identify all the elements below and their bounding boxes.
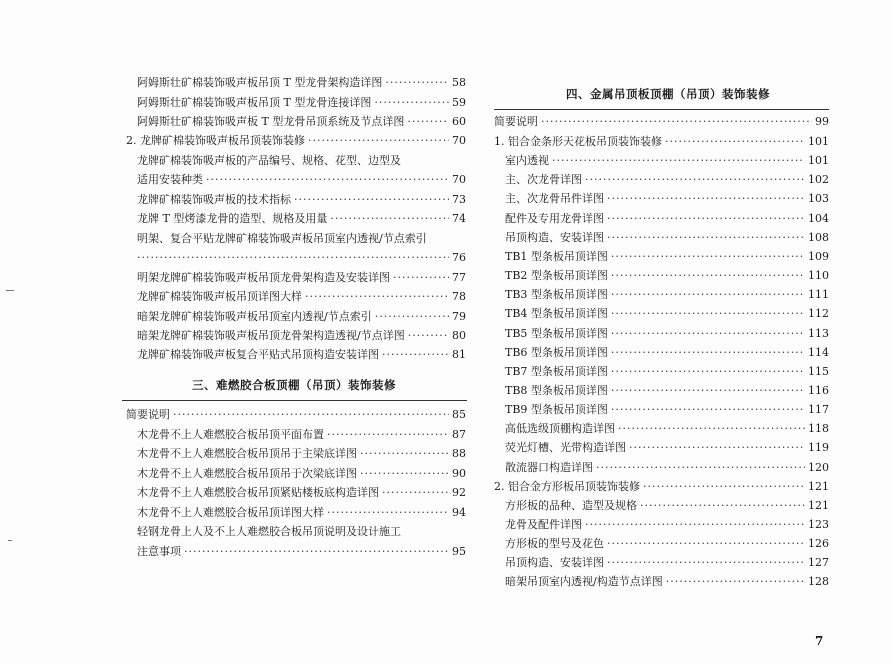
leader-dots <box>607 537 805 551</box>
leader-dots <box>308 134 449 148</box>
leader-dots <box>375 310 449 324</box>
leader-dots <box>607 212 805 226</box>
toc-entry-page: 117 <box>808 403 829 416</box>
toc-entry-page: 74 <box>452 212 466 225</box>
toc-entry-title: 高低选级顶棚构造详图 <box>505 422 615 435</box>
toc-entry-title: 1. 铝合金条形天花板吊顶装饰装修 <box>494 135 662 148</box>
scan-artifact <box>8 540 12 541</box>
toc-entry <box>137 506 466 520</box>
page-number: 7 <box>815 634 824 648</box>
toc-entry-page: 126 <box>808 537 829 550</box>
leader-dots <box>382 486 449 500</box>
toc-entry-page: 109 <box>808 250 829 263</box>
leader-dots <box>327 428 449 442</box>
toc-entry <box>505 518 829 532</box>
toc-entry-title: 荧光灯槽、光带构造详图 <box>505 441 626 454</box>
toc-entry-title: 阿姆斯壮矿棉装饰吸声板吊顶 T 型龙骨架构造详图 <box>137 76 383 89</box>
toc-entry-title: TB6 型条板吊顶详图 <box>505 346 608 359</box>
toc-entry-title: 简要说明 <box>494 115 538 128</box>
toc-entry-page: 104 <box>808 212 829 225</box>
toc-entry-page: 127 <box>808 556 829 569</box>
leader-dots <box>596 461 805 475</box>
toc-entry-page: 79 <box>452 310 466 323</box>
toc-entry <box>505 269 829 283</box>
toc-entry <box>505 384 829 398</box>
toc-entry-title: 木龙骨不上人难燃胶合板吊顶吊于主梁底详图 <box>137 447 357 460</box>
leader-dots <box>607 556 805 570</box>
toc-entry <box>137 76 466 90</box>
toc-entry-page: 110 <box>808 269 829 282</box>
toc-entry-page: 70 <box>452 134 466 147</box>
toc-entry <box>505 346 829 360</box>
toc-entry <box>137 467 466 481</box>
leader-dots <box>385 76 449 90</box>
toc-entry-page: 70 <box>452 173 466 186</box>
toc-entry <box>137 193 466 207</box>
toc-entry <box>505 173 829 187</box>
toc-entry <box>126 408 466 422</box>
leader-dots <box>611 327 805 341</box>
leader-dots <box>618 422 805 436</box>
toc-entry-title: 阿姆斯壮矿棉装饰吸声板 T 型龙骨吊顶系统及节点详图 <box>137 115 405 128</box>
toc-entry-page: 123 <box>808 518 829 531</box>
toc-entry <box>505 537 829 551</box>
toc-entry-title-line1: 龙牌矿棉装饰吸声板的产品编号、规格、花型、边型及 <box>137 154 401 167</box>
toc-entry-title: 注意事项 <box>137 545 181 558</box>
leader-dots <box>629 441 805 455</box>
toc-entry-title: 木龙骨不上人难燃胶合板吊顶紧贴楼板底构造详图 <box>137 486 379 499</box>
toc-entry-page: 121 <box>808 499 829 512</box>
leader-dots <box>184 545 449 559</box>
leader-dots <box>611 365 805 379</box>
toc-entry <box>505 307 829 321</box>
toc-entry-title: 龙牌矿棉装饰吸声板复合平贴式吊顶构造安装详图 <box>137 348 379 361</box>
toc-entry-page: 60 <box>452 115 466 128</box>
leader-dots <box>640 499 805 513</box>
leader-dots <box>666 575 805 589</box>
leader-dots <box>393 271 449 285</box>
toc-entry <box>505 365 829 379</box>
toc-entry <box>505 192 829 206</box>
toc-entry-page: 76 <box>452 251 466 264</box>
toc-entry-page: 73 <box>452 193 466 206</box>
toc-entry-title: 吊顶构造、安装详图 <box>505 231 604 244</box>
toc-entry-title: 暗架吊顶室内透视/构造节点详图 <box>505 575 663 588</box>
leader-dots <box>374 96 449 110</box>
toc-entry-page: 58 <box>452 76 466 89</box>
leader-dots <box>665 135 805 149</box>
toc-entry <box>494 115 829 129</box>
toc-entry-title: 龙牌矿棉装饰吸声板的技术指标 <box>137 193 291 206</box>
toc-entry-page: 90 <box>452 467 466 480</box>
leader-dots <box>585 173 805 187</box>
toc-entry <box>137 447 466 461</box>
toc-entry-page: 118 <box>808 422 829 435</box>
toc-entry <box>137 348 466 362</box>
leader-dots <box>541 115 812 129</box>
toc-entry-page: 88 <box>452 447 466 460</box>
toc-entry-title: 木龙骨不上人难燃胶合板吊顶吊于次梁底详图 <box>137 467 357 480</box>
toc-entry-page: 95 <box>452 545 466 558</box>
toc-entry-title: 主、次龙骨详图 <box>505 173 582 186</box>
leader-dots <box>611 403 805 417</box>
leader-dots <box>408 329 449 343</box>
toc-entry-page: 102 <box>808 173 829 186</box>
leader-dots <box>206 173 449 187</box>
leader-dots <box>611 307 805 321</box>
toc-entry-page: 59 <box>452 96 466 109</box>
toc-entry-page: 94 <box>452 506 466 519</box>
leader-dots <box>330 212 449 226</box>
toc-entry-title: 明架龙牌矿棉装饰吸声板吊顶龙骨架构造及安装详图 <box>137 271 390 284</box>
toc-entry-page: 101 <box>808 135 829 148</box>
leader-dots <box>585 518 805 532</box>
toc-entry-page: 80 <box>452 329 466 342</box>
toc-entry-title: 木龙骨不上人难燃胶合板吊顶详图大样 <box>137 506 324 519</box>
leader-dots <box>360 467 449 481</box>
toc-entry-page: 92 <box>452 486 466 499</box>
toc-entry <box>505 422 829 436</box>
toc-entry <box>505 327 829 341</box>
toc-entry-title: 暗架龙牌矿棉装饰吸声板吊顶龙骨架构造透视/节点详图 <box>137 329 405 342</box>
toc-entry <box>505 288 829 302</box>
toc-entry-page: 85 <box>452 408 466 421</box>
leader-dots <box>607 192 805 206</box>
toc-entry-page: 113 <box>808 327 829 340</box>
toc-entry <box>505 556 829 570</box>
toc-entry <box>137 310 466 324</box>
toc-entry-title: TB7 型条板吊顶详图 <box>505 365 608 378</box>
toc-entry-title: TB3 型条板吊顶详图 <box>505 288 608 301</box>
toc-entry-page: 78 <box>452 290 466 303</box>
toc-entry-title: TB8 型条板吊顶详图 <box>505 384 608 397</box>
toc-entry <box>505 250 829 264</box>
toc-entry <box>505 461 829 475</box>
toc-entry-title: 主、次龙骨吊件详图 <box>505 192 604 205</box>
leader-dots <box>611 384 805 398</box>
toc-entry <box>137 115 466 129</box>
toc-entry-title-line1: 轻钢龙骨上人及不上人难燃胶合板吊顶说明及设计施工 <box>137 525 401 538</box>
toc-entry-title: 2. 铝合金方形板吊顶装饰装修 <box>494 480 640 493</box>
toc-entry-title: TB2 型条板吊顶详图 <box>505 269 608 282</box>
toc-entry-title: 散流器口构造详图 <box>505 461 593 474</box>
toc-entry-page: 101 <box>808 154 829 167</box>
toc-entry <box>494 135 829 149</box>
toc-entry-page: 121 <box>808 480 829 493</box>
toc-entry <box>137 428 466 442</box>
leader-dots <box>360 447 449 461</box>
toc-entry-title: 龙牌矿棉装饰吸声板吊顶详图大样 <box>137 290 302 303</box>
section-heading: 四、金属吊顶板顶棚（吊顶）装饰装修 <box>566 87 770 101</box>
toc-entry-page: 115 <box>808 365 829 378</box>
toc-entry-title: TB4 型条板吊顶详图 <box>505 307 608 320</box>
toc-entry <box>137 486 466 500</box>
toc-entry-page: 116 <box>808 384 829 397</box>
leader-dots <box>611 269 805 283</box>
toc-entry <box>505 441 829 455</box>
toc-entry <box>494 480 829 494</box>
section-rule <box>122 400 467 401</box>
toc-entry <box>126 134 466 148</box>
section-heading: 三、难燃胶合板顶棚（吊顶）装饰装修 <box>192 378 396 392</box>
toc-entry-page: 120 <box>808 461 829 474</box>
leader-dots <box>611 250 805 264</box>
toc-entry-page: 112 <box>808 307 829 320</box>
toc-entry-title: TB9 型条板吊顶详图 <box>505 403 608 416</box>
toc-entry-page: 99 <box>815 115 829 128</box>
toc-entry-title: 简要说明 <box>126 408 170 421</box>
leader-dots <box>173 408 449 422</box>
toc-entry <box>137 212 466 226</box>
toc-entry-title: 吊顶构造、安装详图 <box>505 556 604 569</box>
toc-entry-title: 方形板的型号及花色 <box>505 537 604 550</box>
leader-dots <box>611 346 805 360</box>
toc-entry-page: 114 <box>808 346 829 359</box>
toc-entry <box>505 499 829 513</box>
toc-entry-title: TB5 型条板吊顶详图 <box>505 327 608 340</box>
leader-dots <box>137 251 449 265</box>
leader-dots <box>294 193 449 207</box>
toc-entry <box>137 329 466 343</box>
leader-dots <box>327 506 449 520</box>
toc-entry-page: 119 <box>808 441 829 454</box>
toc-entry-title: 暗架龙牌矿棉装饰吸声板吊顶室内透视/节点索引 <box>137 310 372 323</box>
toc-entry <box>137 545 466 559</box>
scan-artifact <box>6 290 14 291</box>
toc-entry-title-line1: 明架、复合平贴龙牌矿棉装饰吸声板吊顶室内透视/节点索引 <box>137 232 427 245</box>
leader-dots <box>382 348 449 362</box>
toc-entry-title: 适用安装种类 <box>137 173 203 186</box>
leader-dots <box>607 231 805 245</box>
toc-entry-title: 木龙骨不上人难燃胶合板吊顶平面布置 <box>137 428 324 441</box>
toc-entry <box>137 271 466 285</box>
leader-dots <box>407 115 449 129</box>
toc-entry <box>137 251 466 265</box>
section-rule <box>494 109 829 110</box>
toc-entry-title: TB1 型条板吊顶详图 <box>505 250 608 263</box>
toc-entry-page: 108 <box>808 231 829 244</box>
toc-entry-page: 128 <box>808 575 829 588</box>
toc-entry <box>505 212 829 226</box>
leader-dots <box>643 480 805 494</box>
toc-entry-page: 77 <box>452 271 466 284</box>
leader-dots <box>611 288 805 302</box>
toc-entry-title: 室内透视 <box>505 154 549 167</box>
toc-entry-title: 龙骨及配件详图 <box>505 518 582 531</box>
toc-entry-page: 111 <box>808 288 829 301</box>
toc-entry-title: 阿姆斯壮矿棉装饰吸声板吊顶 T 型龙骨连接详图 <box>137 96 372 109</box>
toc-entry-page: 81 <box>452 348 466 361</box>
toc-entry-title: 龙牌 T 型烤漆龙骨的造型、规格及用量 <box>137 212 328 225</box>
toc-entry <box>505 403 829 417</box>
toc-entry <box>505 154 829 168</box>
toc-entry-title: 配件及专用龙骨详图 <box>505 212 604 225</box>
toc-entry-page: 103 <box>808 192 829 205</box>
toc-entry <box>505 575 829 589</box>
leader-dots <box>552 154 805 168</box>
toc-entry <box>137 290 466 304</box>
toc-entry <box>505 231 829 245</box>
toc-entry-page: 87 <box>452 428 466 441</box>
toc-entry-title: 2. 龙牌矿棉装饰吸声板吊顶装饰装修 <box>126 134 305 147</box>
leader-dots <box>305 290 449 304</box>
toc-entry <box>137 173 466 187</box>
toc-entry <box>137 96 466 110</box>
toc-entry-title: 方形板的品种、造型及规格 <box>505 499 637 512</box>
